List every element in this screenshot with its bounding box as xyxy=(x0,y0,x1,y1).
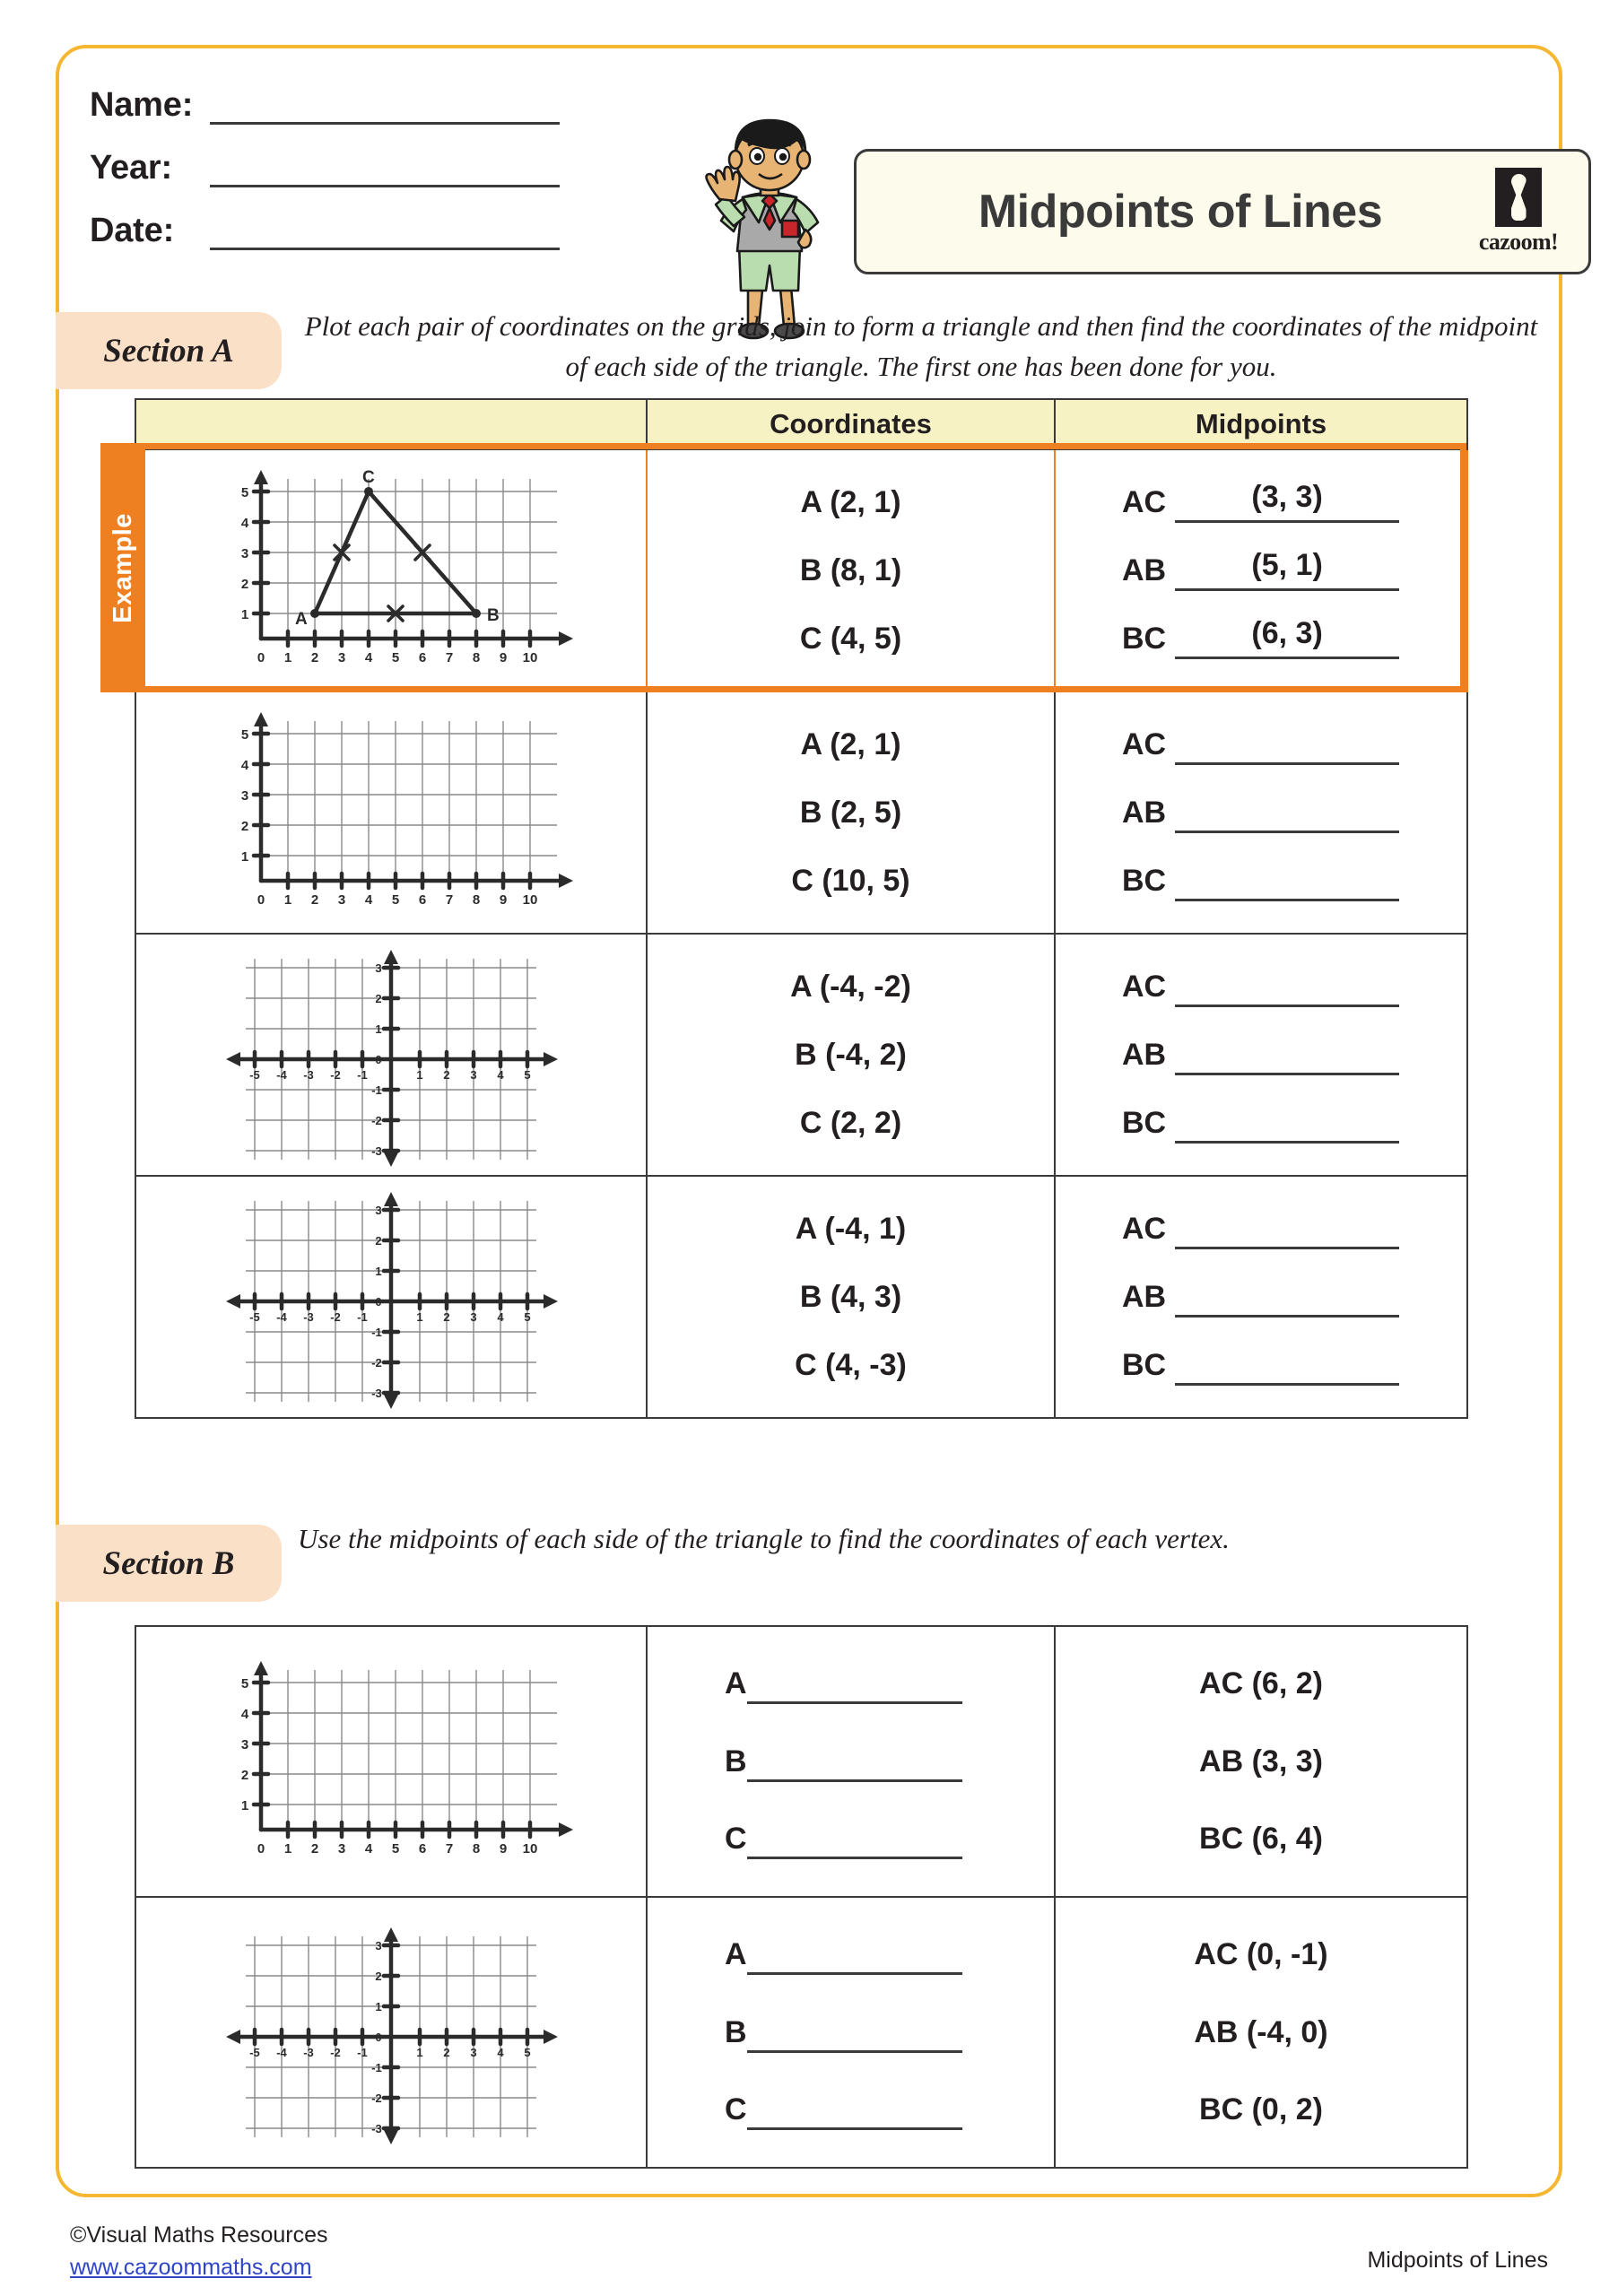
vertex-b-answer[interactable] xyxy=(747,2013,962,2053)
svg-text:5: 5 xyxy=(524,1068,531,1082)
svg-text:4: 4 xyxy=(497,2046,504,2059)
midpoints-cell xyxy=(1055,934,1467,1176)
coordinate-c: C (4, 5) xyxy=(799,621,902,656)
coordinate-grid-example xyxy=(198,463,584,678)
svg-text:2: 2 xyxy=(240,577,249,592)
svg-text:-1: -1 xyxy=(371,1083,382,1097)
coordinates-cell xyxy=(647,449,1055,691)
coordinate-a: A (-4, -2) xyxy=(790,969,911,1004)
midpoint-ab-row xyxy=(1056,778,1466,847)
svg-text:-3: -3 xyxy=(371,2122,382,2135)
coordinate-a: A (-4, 1) xyxy=(795,1211,907,1246)
svg-text:5: 5 xyxy=(524,1310,531,1324)
section-a-label: Section A xyxy=(103,332,234,370)
midpoint-ac-tag: AC xyxy=(1122,484,1167,519)
table-a-header-row xyxy=(135,399,1467,449)
given-midpoint-ab: AB (-4, 0) xyxy=(1194,2014,1328,2049)
svg-text:1: 1 xyxy=(240,849,249,865)
svg-text:0: 0 xyxy=(375,1295,382,1309)
table-row xyxy=(135,1897,1467,2168)
given-midpoint-ac: AC (6, 2) xyxy=(1199,1665,1323,1700)
vertex-c-row xyxy=(648,1800,1054,1878)
svg-text:-5: -5 xyxy=(249,1310,260,1324)
midpoint-bc-row xyxy=(1056,1331,1466,1399)
svg-text:-3: -3 xyxy=(303,2046,314,2059)
svg-text:5: 5 xyxy=(240,485,249,500)
section-a-instruction: Plot each pair of coordinates on the grids, join to form a triangle and then find the coordinates of the midpoint of each side of the triangle. The first one has been done for you. xyxy=(304,310,1538,382)
coordinate-a: A (2, 1) xyxy=(800,726,901,761)
vertex-b-row xyxy=(648,1723,1054,1801)
midpoint-bc-answer[interactable]: (6, 3) xyxy=(1175,619,1399,659)
svg-text:10: 10 xyxy=(522,892,538,908)
table-row xyxy=(135,1626,1467,1897)
svg-text:3: 3 xyxy=(470,1310,477,1324)
svg-text:3: 3 xyxy=(240,788,249,804)
svg-text:9: 9 xyxy=(499,650,508,665)
grid-cell-b2[interactable] xyxy=(135,1897,647,2168)
vertex-a-tag: A xyxy=(725,1936,747,1971)
svg-text:3: 3 xyxy=(375,1939,382,1952)
given-midpoints-cell xyxy=(1055,1897,1467,2168)
midpoint-bc-answer[interactable] xyxy=(1175,861,1399,901)
table-row xyxy=(135,934,1467,1176)
table-a-header-coordinates: Coordinates xyxy=(647,399,1055,449)
coordinate-c: C (2, 2) xyxy=(799,1105,902,1140)
section-b-badge xyxy=(56,1525,282,1602)
svg-text:0: 0 xyxy=(257,892,265,908)
svg-text:4: 4 xyxy=(240,758,249,773)
svg-text:0: 0 xyxy=(375,1053,382,1066)
midpoint-bc-answer[interactable] xyxy=(1175,1103,1399,1144)
svg-text:8: 8 xyxy=(472,650,481,665)
svg-text:-5: -5 xyxy=(249,2046,260,2059)
hourglass-icon xyxy=(1495,168,1542,227)
svg-text:4: 4 xyxy=(497,1068,504,1082)
midpoint-ab-tag: AB xyxy=(1122,1279,1167,1314)
section-b-table xyxy=(135,1625,1468,2169)
vertex-b-row xyxy=(648,1994,1054,2072)
table-row xyxy=(135,1176,1467,1418)
vertex-c-tag: C xyxy=(725,1822,747,1857)
midpoint-bc-row xyxy=(1056,847,1466,915)
coordinates-cell xyxy=(647,1176,1055,1418)
section-a-badge xyxy=(56,312,282,389)
svg-text:1: 1 xyxy=(283,892,292,908)
vertex-a-row xyxy=(648,1645,1054,1723)
coordinate-c: C (10, 5) xyxy=(791,863,910,898)
logo-wordmark: cazoom! xyxy=(1478,229,1559,255)
svg-text:9: 9 xyxy=(499,892,508,908)
coordinate-grid-blank-quadrant1 xyxy=(198,705,584,920)
svg-text:2: 2 xyxy=(310,892,319,908)
midpoint-bc-row xyxy=(1056,1089,1466,1157)
grid-cell-q4[interactable] xyxy=(135,1176,647,1418)
svg-text:-1: -1 xyxy=(371,2061,382,2074)
svg-text:2: 2 xyxy=(240,1768,249,1783)
svg-text:1: 1 xyxy=(416,1310,423,1324)
vertex-c-answer[interactable] xyxy=(747,1819,962,1859)
svg-text:2: 2 xyxy=(443,1068,450,1082)
midpoint-ab-row xyxy=(1056,1021,1466,1089)
section-b-instruction: Use the midpoints of each side of the triangle to find the coordinates of each vertex. xyxy=(298,1523,1230,1554)
vertices-cell xyxy=(647,1897,1055,2168)
given-midpoint-bc: BC (6, 4) xyxy=(1199,1822,1323,1857)
coordinate-b: B (-4, 2) xyxy=(795,1037,907,1072)
website-link[interactable]: www.cazoommaths.com xyxy=(70,2255,312,2281)
svg-text:9: 9 xyxy=(499,1841,508,1857)
svg-text:8: 8 xyxy=(472,892,481,908)
coordinate-a: A (2, 1) xyxy=(800,484,901,519)
midpoint-ac-tag: AC xyxy=(1122,726,1167,761)
svg-text:-4: -4 xyxy=(276,1068,287,1082)
midpoint-ac-row xyxy=(1056,1195,1466,1263)
svg-text:1: 1 xyxy=(375,2000,382,2013)
midpoint-bc-tag: BC xyxy=(1122,863,1167,898)
midpoint-ac-tag: AC xyxy=(1122,969,1167,1004)
midpoint-ab-answer[interactable]: (5, 1) xyxy=(1175,551,1399,591)
coordinate-grid-blank-quadrant1 xyxy=(198,1654,584,1869)
table-row xyxy=(135,449,1467,691)
svg-text:2: 2 xyxy=(375,1970,382,1983)
svg-text:B: B xyxy=(487,606,500,625)
svg-text:3: 3 xyxy=(337,1841,346,1857)
svg-text:2: 2 xyxy=(443,2046,450,2059)
footer-title: Midpoints of Lines xyxy=(1367,2248,1548,2273)
svg-text:1: 1 xyxy=(240,1798,249,1813)
svg-text:5: 5 xyxy=(240,1676,249,1692)
svg-text:-2: -2 xyxy=(371,1356,382,1370)
name-label: Name: xyxy=(90,86,194,124)
coordinate-b: B (8, 1) xyxy=(799,552,902,587)
svg-text:8: 8 xyxy=(472,1841,481,1857)
date-input-line[interactable] xyxy=(210,221,560,250)
date-field-row xyxy=(90,212,560,250)
given-midpoint-ab: AB (3, 3) xyxy=(1199,1744,1323,1779)
vertex-b-tag: B xyxy=(725,1744,747,1779)
svg-text:5: 5 xyxy=(391,892,400,908)
svg-text:3: 3 xyxy=(337,650,346,665)
grid-cell-q2[interactable] xyxy=(135,691,647,934)
midpoints-cell xyxy=(1055,691,1467,934)
svg-text:1: 1 xyxy=(375,1022,382,1036)
midpoint-ab-answer[interactable] xyxy=(1175,793,1399,833)
coordinate-c: C (4, -3) xyxy=(795,1347,907,1382)
svg-text:7: 7 xyxy=(445,892,454,908)
midpoint-bc-answer[interactable] xyxy=(1175,1345,1399,1386)
name-field-row xyxy=(90,86,560,125)
example-tab xyxy=(100,443,145,692)
svg-text:-1: -1 xyxy=(357,1068,368,1082)
midpoint-ab-tag: AB xyxy=(1122,552,1167,587)
svg-text:3: 3 xyxy=(337,892,346,908)
grid-cell-b1[interactable] xyxy=(135,1626,647,1897)
section-b-label: Section B xyxy=(102,1544,235,1582)
date-label: Date: xyxy=(90,212,175,249)
svg-text:1: 1 xyxy=(240,607,249,622)
svg-text:-2: -2 xyxy=(330,1310,341,1324)
given-midpoint-bc: BC (0, 2) xyxy=(1199,2092,1323,2127)
midpoint-ac-tag: AC xyxy=(1122,1211,1167,1246)
svg-text:7: 7 xyxy=(445,1841,454,1857)
midpoint-ac-answer[interactable]: (3, 3) xyxy=(1175,483,1399,523)
svg-text:3: 3 xyxy=(470,1068,477,1082)
vertex-a-answer[interactable] xyxy=(747,1664,962,1704)
svg-text:2: 2 xyxy=(443,1310,450,1324)
svg-text:0: 0 xyxy=(257,1841,265,1857)
svg-text:6: 6 xyxy=(418,1841,427,1857)
svg-text:-2: -2 xyxy=(371,2092,382,2105)
midpoint-ac-row xyxy=(1056,952,1466,1021)
midpoint-ab-row xyxy=(1056,536,1466,604)
grid-cell-example[interactable] xyxy=(135,449,647,691)
svg-text:5: 5 xyxy=(391,1841,400,1857)
svg-text:6: 6 xyxy=(418,650,427,665)
svg-text:-3: -3 xyxy=(371,1387,382,1400)
footer-left xyxy=(70,2219,328,2284)
svg-text:5: 5 xyxy=(391,650,400,665)
section-a-table xyxy=(135,398,1468,1419)
year-field-row xyxy=(90,149,560,187)
svg-text:5: 5 xyxy=(240,727,249,743)
year-input-line[interactable] xyxy=(210,158,560,187)
svg-text:4: 4 xyxy=(364,892,373,908)
svg-text:2: 2 xyxy=(310,1841,319,1857)
svg-text:1: 1 xyxy=(416,1068,423,1082)
svg-text:4: 4 xyxy=(364,650,373,665)
vertex-a-tag: A xyxy=(725,1665,747,1700)
svg-text:A: A xyxy=(295,610,308,629)
svg-text:-1: -1 xyxy=(357,1310,368,1324)
svg-text:-4: -4 xyxy=(276,1310,287,1324)
svg-text:6: 6 xyxy=(418,892,427,908)
vertex-b-tag: B xyxy=(725,2014,747,2049)
svg-text:0: 0 xyxy=(257,650,265,665)
worksheet-header xyxy=(81,70,1559,276)
svg-text:-1: -1 xyxy=(357,2046,368,2059)
midpoint-ac-answer[interactable] xyxy=(1175,1209,1399,1249)
coordinate-b: B (2, 5) xyxy=(799,795,902,830)
midpoints-cell xyxy=(1055,1176,1467,1418)
midpoint-ac-row xyxy=(1056,468,1466,536)
svg-text:0: 0 xyxy=(375,2031,382,2044)
svg-text:C: C xyxy=(362,468,375,487)
coordinates-cell xyxy=(647,691,1055,934)
svg-text:1: 1 xyxy=(375,1265,382,1278)
svg-text:-1: -1 xyxy=(371,1326,382,1339)
cazoom-logo xyxy=(1465,168,1572,256)
svg-text:-5: -5 xyxy=(249,1068,260,1082)
svg-text:5: 5 xyxy=(524,2046,531,2059)
vertex-c-tag: C xyxy=(725,2092,747,2127)
svg-text:1: 1 xyxy=(283,650,292,665)
svg-text:3: 3 xyxy=(240,546,249,561)
midpoint-ab-tag: AB xyxy=(1122,795,1167,830)
coordinates-cell xyxy=(647,934,1055,1176)
svg-text:3: 3 xyxy=(375,961,382,975)
vertex-c-row xyxy=(648,2071,1054,2149)
name-input-line[interactable] xyxy=(210,95,560,125)
grid-cell-q3[interactable] xyxy=(135,934,647,1176)
svg-text:1: 1 xyxy=(416,2046,423,2059)
given-midpoints-cell xyxy=(1055,1626,1467,1897)
worksheet-title-plaque xyxy=(854,149,1591,274)
svg-text:10: 10 xyxy=(522,650,538,665)
page-title: Midpoints of Lines xyxy=(978,186,1383,238)
svg-text:-2: -2 xyxy=(330,2046,341,2059)
midpoint-ac-answer[interactable] xyxy=(1175,967,1399,1007)
midpoints-cell xyxy=(1055,449,1467,691)
midpoint-ab-answer[interactable] xyxy=(1175,1035,1399,1075)
svg-text:4: 4 xyxy=(240,1707,249,1722)
vertices-cell xyxy=(647,1626,1055,1897)
midpoint-ab-row xyxy=(1056,1263,1466,1331)
svg-text:-3: -3 xyxy=(303,1068,314,1082)
svg-text:1: 1 xyxy=(283,1841,292,1857)
year-label: Year: xyxy=(90,149,172,187)
given-midpoint-ac: AC (0, -1) xyxy=(1194,1936,1328,1971)
svg-text:10: 10 xyxy=(522,1841,538,1857)
coordinate-grid-blank-fourquadrant xyxy=(212,943,570,1167)
page-footer xyxy=(0,2213,1618,2296)
svg-text:3: 3 xyxy=(375,1204,382,1217)
svg-text:2: 2 xyxy=(240,819,249,834)
midpoint-bc-tag: BC xyxy=(1122,1347,1167,1382)
coordinate-b: B (4, 3) xyxy=(799,1279,902,1314)
midpoint-ab-tag: AB xyxy=(1122,1037,1167,1072)
midpoint-ac-answer[interactable] xyxy=(1175,725,1399,765)
svg-text:3: 3 xyxy=(240,1737,249,1752)
vertex-c-answer[interactable] xyxy=(747,2090,962,2130)
svg-text:-2: -2 xyxy=(330,1068,341,1082)
example-tab-label: Example xyxy=(108,512,137,623)
midpoint-bc-tag: BC xyxy=(1122,621,1167,656)
svg-text:-3: -3 xyxy=(371,1144,382,1158)
table-row xyxy=(135,691,1467,934)
midpoint-ac-row xyxy=(1056,710,1466,778)
vertex-a-answer[interactable] xyxy=(747,1935,962,1975)
midpoint-bc-tag: BC xyxy=(1122,1105,1167,1140)
midpoint-bc-row xyxy=(1056,604,1466,673)
coordinate-grid-blank-fourquadrant xyxy=(212,1185,570,1409)
table-a-header-blank xyxy=(135,399,647,449)
table-a-header-midpoints: Midpoints xyxy=(1055,399,1467,449)
svg-text:4: 4 xyxy=(497,1310,504,1324)
svg-text:4: 4 xyxy=(240,516,249,531)
svg-text:2: 2 xyxy=(310,650,319,665)
svg-text:-4: -4 xyxy=(276,2046,287,2059)
svg-text:3: 3 xyxy=(470,2046,477,2059)
vertex-b-answer[interactable] xyxy=(747,1742,962,1782)
svg-text:7: 7 xyxy=(445,650,454,665)
coordinate-grid-blank-fourquadrant xyxy=(212,1920,570,2144)
midpoint-ab-answer[interactable] xyxy=(1175,1277,1399,1318)
svg-text:-3: -3 xyxy=(303,1310,314,1324)
svg-text:4: 4 xyxy=(364,1841,373,1857)
copyright-text: ©Visual Maths Resources xyxy=(70,2222,328,2248)
svg-text:2: 2 xyxy=(375,992,382,1005)
svg-text:2: 2 xyxy=(375,1234,382,1248)
svg-text:-2: -2 xyxy=(371,1114,382,1127)
vertex-a-row xyxy=(648,1916,1054,1994)
